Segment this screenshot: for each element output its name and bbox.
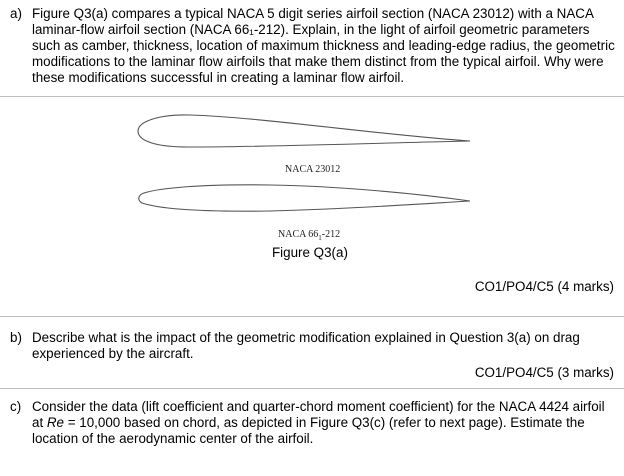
question-c-text-part-2: = 10,000 based on chord, as depicted in Figure Q3(c) (refer to next page). Estimate the location of the aerodynamic center of the airfoil. (32, 415, 585, 446)
question-a-marks: CO1/PO4/C5 (4 marks) (474, 279, 614, 294)
question-b-marks: CO1/PO4/C5 (3 marks) (474, 365, 614, 380)
naca-23012-label: NACA 23012 (285, 164, 341, 175)
question-c-text (32, 399, 616, 447)
question-c (10, 399, 616, 447)
naca-66-212-label-main: NACA 66 (278, 229, 319, 240)
question-a (10, 6, 616, 86)
question-a-label: a) (10, 6, 22, 21)
question-c-text-part-1: Consider the data (lift coefficient and quarter-chord moment coefficient) for the NACA 4424 airfoil at (32, 399, 605, 430)
question-a-text: Figure Q3(a) compares a typical NACA 5 digit series airfoil section (NACA 23012) with a NACA laminar-flow airfoil section (NACA 66₁-212). Explain, in the light of airfoil geometric parameters such as camber, thickness, location of maximum thickness and leading-edge radius, the geometric modifications to the laminar flow airfoils that make them distinct from the typical airfoil. Why were these modifications successful in creating a laminar flow airfoil. (32, 6, 615, 85)
naca-23012-outline (138, 115, 470, 147)
naca-23012-airfoil-drawing (130, 108, 470, 166)
separator-line (0, 388, 624, 389)
question-b (10, 330, 616, 362)
separator-line (0, 96, 624, 97)
naca-66-212-outline (139, 185, 470, 211)
naca-66-212-label-subscript: 1 (318, 234, 322, 242)
question-b-label: b) (10, 330, 22, 345)
separator-line (0, 316, 624, 317)
figure-caption: Figure Q3(a) (272, 245, 348, 260)
naca-66-212-label-suffix: -212 (321, 229, 341, 240)
reynolds-number-symbol: Re (46, 415, 65, 430)
naca-66-212-airfoil-drawing (130, 178, 470, 226)
question-b-text: Describe what is the impact of the geometric modification explained in Question 3(a) on drag experienced by the aircraft. (32, 330, 580, 361)
question-c-label: c) (10, 399, 22, 414)
naca-66-212-label (278, 229, 340, 244)
